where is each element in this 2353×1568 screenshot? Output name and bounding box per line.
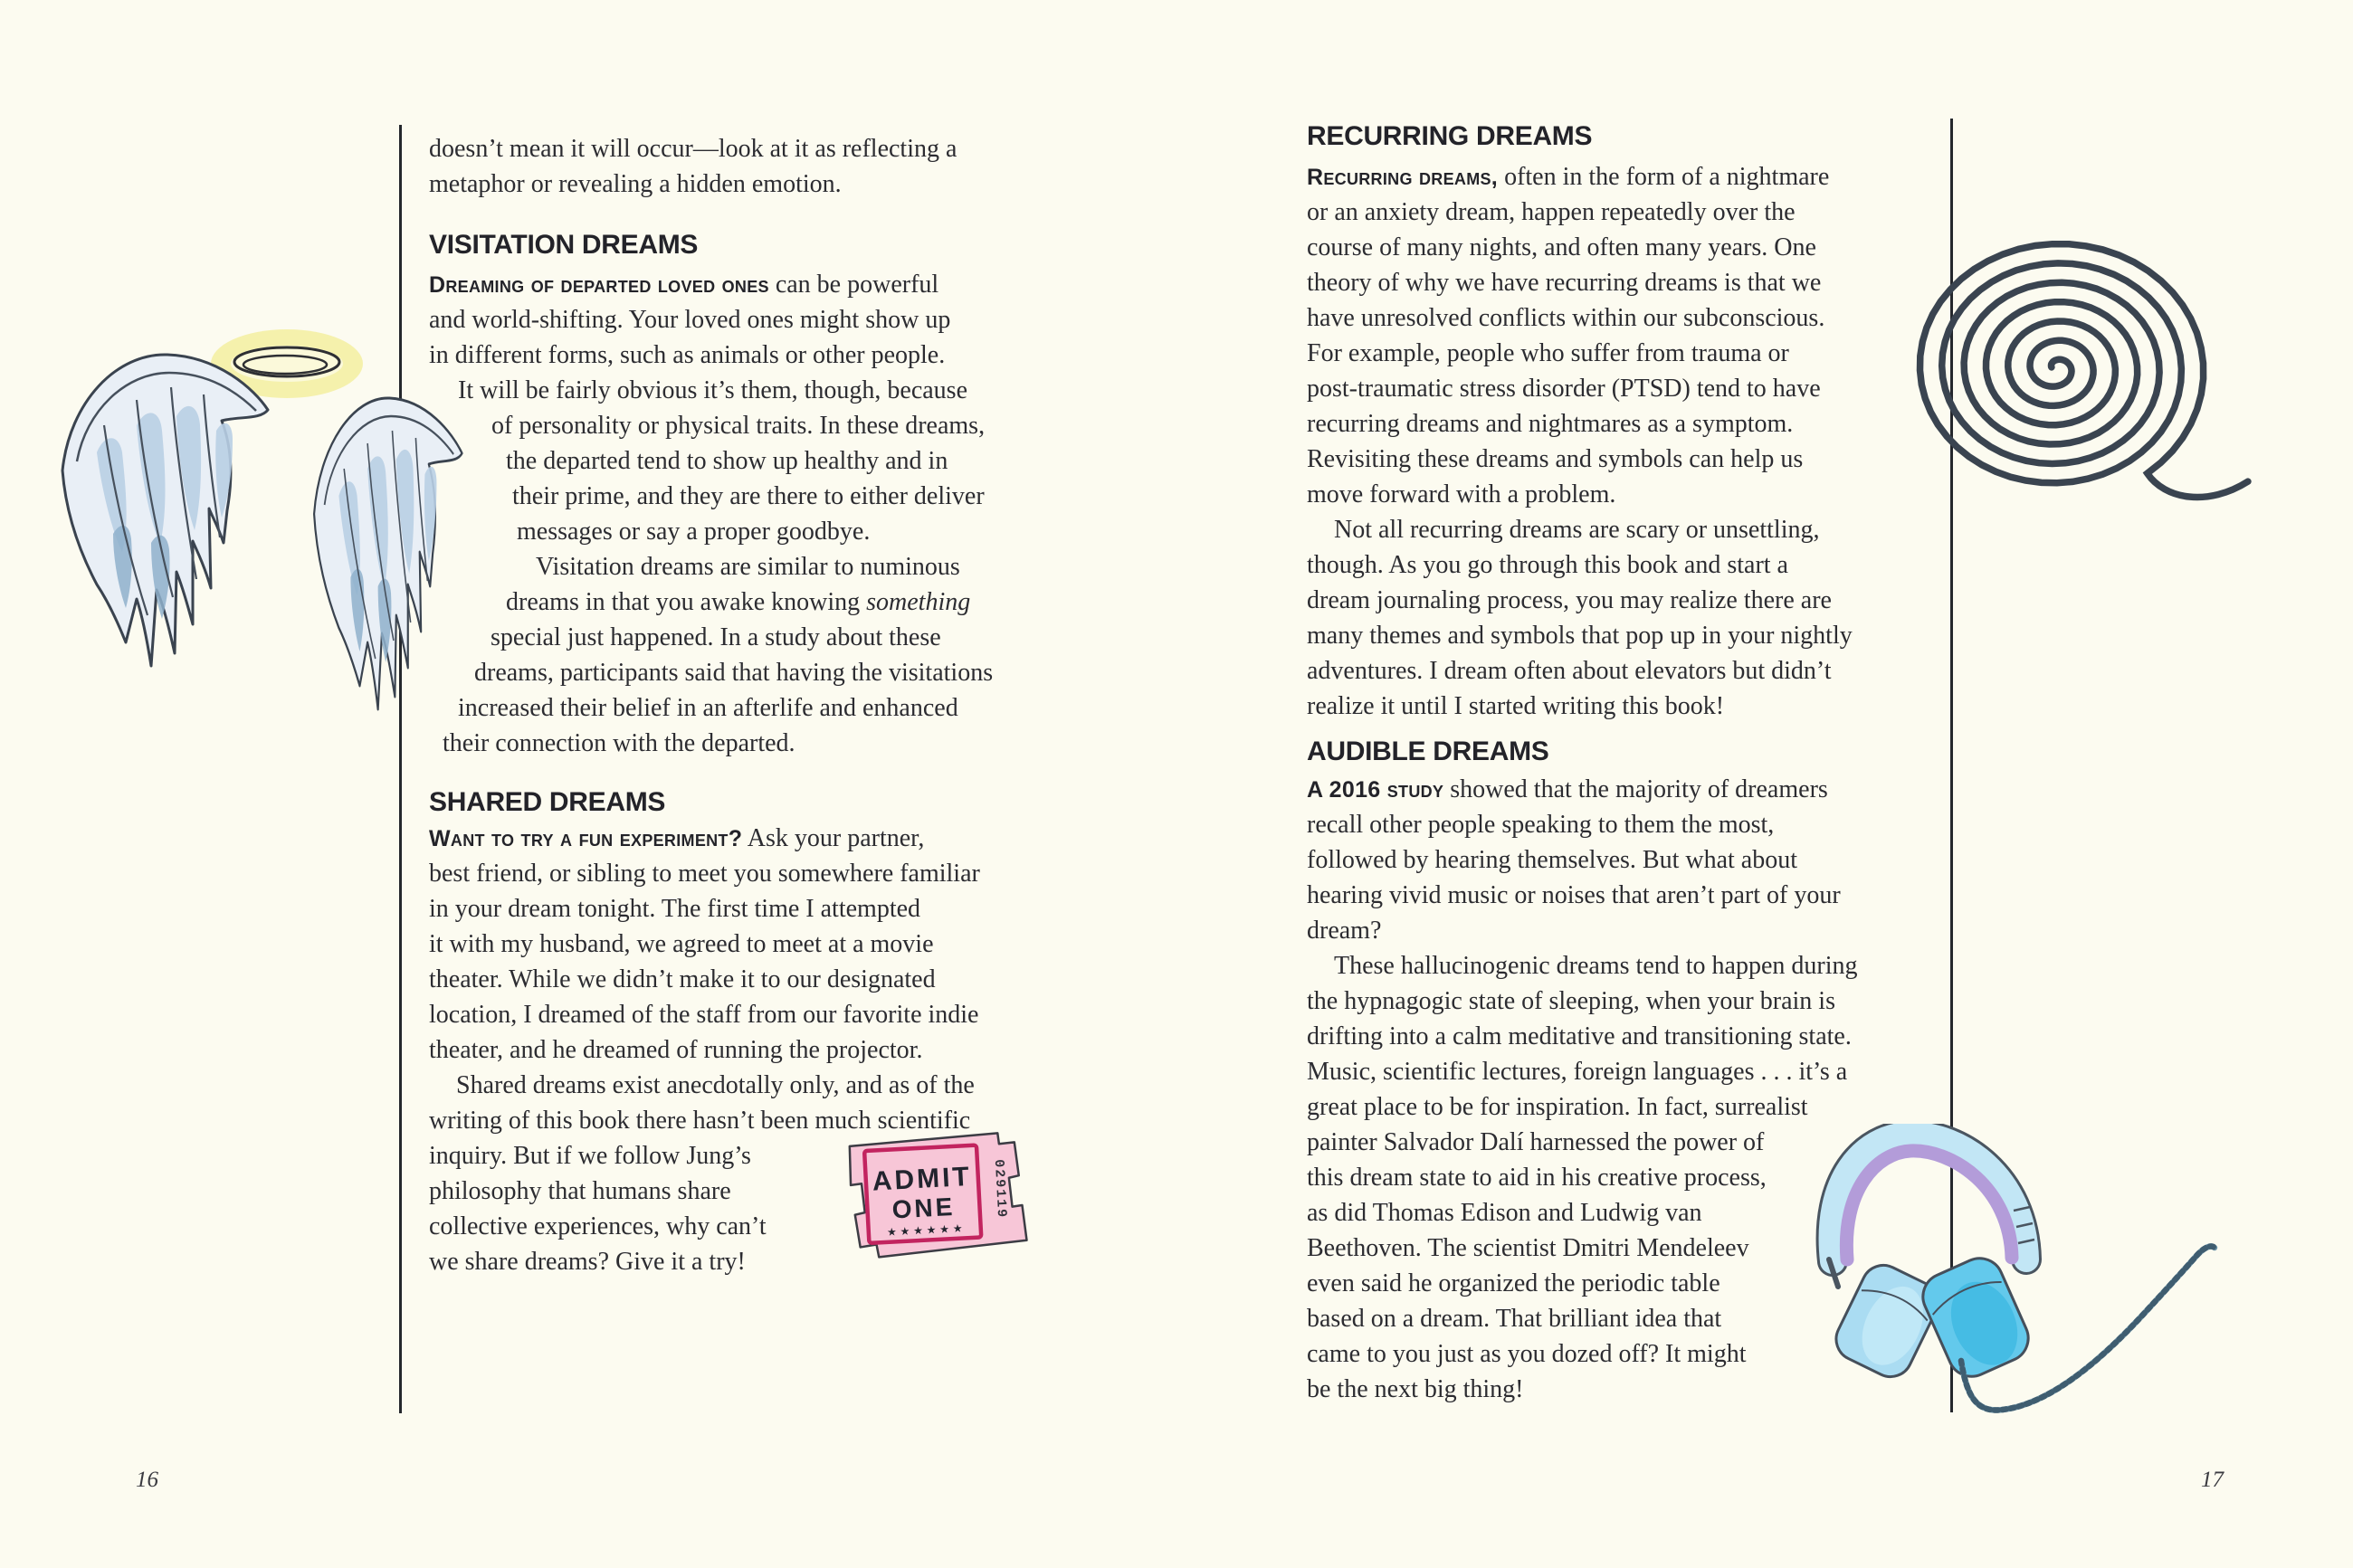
text-line: post-traumatic stress disorder (PTSD) tend to have [1307,375,1821,403]
text-line: move forward with a problem. [1307,480,1616,508]
lead-rest: can be powerful [768,271,939,299]
section-heading-audible: AUDIBLE DREAMS [1307,736,1549,766]
text-line: the departed tend to show up healthy and in [506,447,948,475]
text-line: These hallucinogenic dreams tend to happen during [1334,952,1858,980]
text-line [1307,159,1946,195]
text-line: It will be fairly obvious it’s them, though, because [458,376,968,404]
visitation-paragraphs [429,267,1068,761]
text-line: or an anxiety dream, happen repeatedly over the [1307,198,1796,226]
text-line: dreams, participants said that having the visitations [474,659,994,687]
text-line: realize it until I started writing this book! [1307,692,1725,720]
recurring-paragraphs [1307,159,1946,724]
text-line: location, I dreamed of the staff from our favorite indie [429,1001,979,1029]
lead-in: Recurring dreams, [1307,165,1499,190]
text-line: increased their belief in an afterlife and enhanced [458,694,958,722]
ticket-stars: ★ ★ ★ ★ ★ ★ [886,1221,963,1239]
text-line: best friend, or sibling to meet you somewhere familiar [429,860,980,888]
text-line: collective experiences, why can’t [429,1212,767,1240]
text-line [429,267,1068,302]
lead-in: A 2016 study [1307,777,1444,803]
text-line: their prime, and they are there to either deliver [512,482,985,510]
text-line: and world-shifting. Your loved ones might show up [429,306,951,334]
text-line: hearing vivid music or noises that aren’t part of your [1307,881,1841,909]
ticket-serial: 029119 [990,1158,1010,1220]
lead-rest: often in the form of a nightmare [1498,163,1830,191]
text-line: dream? [1307,917,1382,945]
text-line: Beethoven. The scientist Dmitri Mendeleev [1307,1234,1749,1262]
text-line: recall other people speaking to them the most, [1307,811,1775,839]
text-line: based on a dream. That brilliant idea that [1307,1305,1722,1333]
lead-rest: Ask your partner, [742,824,925,852]
ticket-one-text: ONE [891,1192,957,1224]
text-line: theory of why we have recurring dreams is that we [1307,269,1822,297]
text-line: inquiry. But if we follow Jung’s [429,1142,751,1170]
text-line: philosophy that humans share [429,1177,731,1205]
left-intro-paragraph [429,131,1068,202]
text-line: adventures. I dream often about elevators but didn’t [1307,657,1832,685]
text-line: many themes and symbols that pop up in your nightly [1307,622,1853,650]
text-line: the hypnagogic state of sleeping, when your brain is [1307,987,1835,1015]
text-line: this dream state to aid in his creative process, [1307,1164,1767,1192]
text-line: their connection with the departed. [443,729,795,757]
text-line: be the next big thing! [1307,1375,1524,1403]
text-line: came to you just as you dozed off? It might [1307,1340,1747,1368]
page-number-right: 17 [2201,1468,2224,1492]
text-line: have unresolved conflicts within our subconscious. [1307,304,1825,332]
text-line: Shared dreams exist anecdotally only, and as of the [456,1071,975,1099]
section-heading-shared: SHARED DREAMS [429,787,666,817]
section-heading-visitation: VISITATION DREAMS [429,230,699,260]
text-line: as did Thomas Edison and Ludwig van [1307,1199,1702,1227]
text-line: recurring dreams and nightmares as a symptom. [1307,410,1794,438]
spiral-doodle-illustration [1891,213,2253,538]
text-line: writing of this book there hasn’t been much scientific [429,1107,971,1135]
text-line: Revisiting these dreams and symbols can help us [1307,445,1804,473]
text-line: drifting into a calm meditative and transitioning state. [1307,1022,1852,1050]
text-line: course of many nights, and often many years. One [1307,233,1816,261]
angel-wings-halo-illustration [50,317,484,792]
text-line: theater, and he dreamed of running the projector. [429,1036,923,1064]
text-line: great place to be for inspiration. In fact, surrealist [1307,1093,1808,1121]
ticket-admit-text: ADMIT [872,1161,973,1197]
italic-word: something [866,588,971,616]
text-line: Visitation dreams are similar to numinous [536,553,960,581]
text-line: we share dreams? Give it a try! [429,1248,746,1276]
wing-icon [62,355,268,666]
lead-rest: showed that the majority of dreamers [1443,775,1828,803]
text-line: even said he organized the periodic table [1307,1269,1720,1297]
shared-paragraphs [429,821,1068,1279]
text-line: theater. While we didn’t make it to our designated [429,965,936,993]
lead-in: Want to try a fun experiment? [429,826,743,851]
text-line: in different forms, such as animals or other people. [429,341,946,369]
text-line: though. As you go through this book and start a [1307,551,1788,579]
text-line: For example, people who suffer from trauma or [1307,339,1789,367]
text-line: Not all recurring dreams are scary or unsettling, [1334,516,1820,544]
text-line [429,584,1068,620]
text-line: followed by hearing themselves. But what about [1307,846,1797,874]
page-number-left: 16 [136,1468,158,1492]
text-line: special just happened. In a study about these [491,623,941,651]
text-line: of personality or physical traits. In these dreams, [491,412,986,440]
text-line: metaphor or revealing a hidden emotion. [429,170,842,198]
text-line: Music, scientific lectures, foreign languages . . . it’s a [1307,1058,1848,1086]
text-line: in your dream tonight. The first time I attempted [429,895,921,923]
text-line: painter Salvador Dalí harnessed the power of [1307,1128,1765,1156]
text-line: doesn’t mean it will occur—look at it as reflecting a [429,135,957,163]
italic-pre: dreams in that you awake knowing [506,588,867,616]
text-line [1307,772,1946,807]
audible-paragraphs [1307,772,1946,1407]
text-line: dream journaling process, you may realize there are [1307,586,1832,614]
lead-in: Dreaming of departed loved ones [429,272,769,298]
spiral-icon [1920,244,2248,498]
text-line: it with my husband, we agreed to meet at a movie [429,930,934,958]
text-line: messages or say a proper goodbye. [517,518,871,546]
section-heading-recurring: RECURRING DREAMS [1307,121,1593,151]
text-line [429,821,1068,856]
